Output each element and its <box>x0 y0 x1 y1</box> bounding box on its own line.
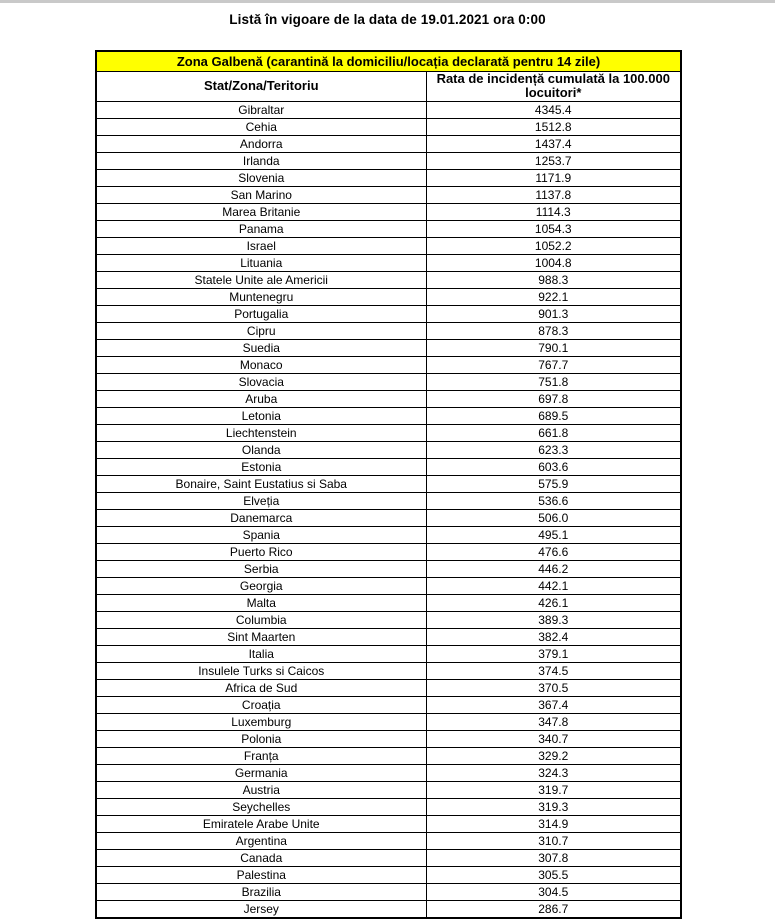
table-row <box>96 407 681 424</box>
country-cell: Brazilia <box>96 883 426 900</box>
table-row <box>96 475 681 492</box>
table-row <box>96 628 681 645</box>
table-row <box>96 288 681 305</box>
table-row <box>96 186 681 203</box>
country-cell: Serbia <box>96 560 426 577</box>
country-cell: Malta <box>96 594 426 611</box>
rate-cell: 382.4 <box>426 628 681 645</box>
rate-cell: 1253.7 <box>426 152 681 169</box>
table-row <box>96 135 681 152</box>
zone-banner-row <box>96 51 681 71</box>
table-row <box>96 526 681 543</box>
rate-cell: 4345.4 <box>426 101 681 118</box>
table-row <box>96 322 681 339</box>
table-row <box>96 254 681 271</box>
rate-cell: 1052.2 <box>426 237 681 254</box>
table-row <box>96 339 681 356</box>
country-cell: Monaco <box>96 356 426 373</box>
table-body <box>96 101 681 918</box>
country-cell: Palestina <box>96 866 426 883</box>
table-row <box>96 543 681 560</box>
rate-cell: 319.3 <box>426 798 681 815</box>
rate-cell: 304.5 <box>426 883 681 900</box>
table-row <box>96 220 681 237</box>
column-header-row <box>96 71 681 101</box>
country-cell: Olanda <box>96 441 426 458</box>
table-row <box>96 169 681 186</box>
table-row <box>96 305 681 322</box>
country-cell: Africa de Sud <box>96 679 426 696</box>
rate-cell: 689.5 <box>426 407 681 424</box>
table-row <box>96 373 681 390</box>
table-row <box>96 696 681 713</box>
table-row <box>96 883 681 900</box>
rate-cell: 389.3 <box>426 611 681 628</box>
zone-banner: Zona Galbenă (carantină la domiciliu/locația declarată pentru 14 zile) <box>96 51 681 71</box>
country-cell: Austria <box>96 781 426 798</box>
rate-cell: 767.7 <box>426 356 681 373</box>
rate-cell: 1137.8 <box>426 186 681 203</box>
country-cell: Slovacia <box>96 373 426 390</box>
rate-cell: 370.5 <box>426 679 681 696</box>
rate-cell: 697.8 <box>426 390 681 407</box>
table-row <box>96 560 681 577</box>
country-cell: Insulele Turks si Caicos <box>96 662 426 679</box>
table-row <box>96 679 681 696</box>
rate-cell: 442.1 <box>426 577 681 594</box>
rate-cell: 878.3 <box>426 322 681 339</box>
rate-cell: 476.6 <box>426 543 681 560</box>
table-row <box>96 594 681 611</box>
table-row <box>96 271 681 288</box>
country-cell: Georgia <box>96 577 426 594</box>
country-cell: Marea Britanie <box>96 203 426 220</box>
table-row <box>96 798 681 815</box>
country-cell: Croația <box>96 696 426 713</box>
table-row <box>96 832 681 849</box>
rate-cell: 988.3 <box>426 271 681 288</box>
rate-cell: 374.5 <box>426 662 681 679</box>
country-cell: Slovenia <box>96 169 426 186</box>
table-row <box>96 730 681 747</box>
table-row <box>96 509 681 526</box>
rate-cell: 1512.8 <box>426 118 681 135</box>
table-row <box>96 662 681 679</box>
rate-cell: 536.6 <box>426 492 681 509</box>
country-cell: Danemarca <box>96 509 426 526</box>
table-row <box>96 203 681 220</box>
rate-cell: 1437.4 <box>426 135 681 152</box>
rate-cell: 901.3 <box>426 305 681 322</box>
rate-cell: 575.9 <box>426 475 681 492</box>
rate-cell: 1004.8 <box>426 254 681 271</box>
country-cell: Emiratele Arabe Unite <box>96 815 426 832</box>
rate-cell: 603.6 <box>426 458 681 475</box>
table-row <box>96 441 681 458</box>
table-row <box>96 237 681 254</box>
rate-cell: 324.3 <box>426 764 681 781</box>
country-cell: Luxemburg <box>96 713 426 730</box>
document-title: Listă în vigoare de la data de 19.01.2021 ora 0:00 <box>229 12 546 27</box>
country-cell: Liechtenstein <box>96 424 426 441</box>
rate-cell: 310.7 <box>426 832 681 849</box>
table-row <box>96 152 681 169</box>
country-cell: Letonia <box>96 407 426 424</box>
rate-cell: 661.8 <box>426 424 681 441</box>
rate-cell: 922.1 <box>426 288 681 305</box>
country-cell: Germania <box>96 764 426 781</box>
table-row <box>96 815 681 832</box>
table-row <box>96 781 681 798</box>
country-cell: Franța <box>96 747 426 764</box>
table-row <box>96 611 681 628</box>
table-row <box>96 390 681 407</box>
country-cell: Panama <box>96 220 426 237</box>
rate-cell: 1054.3 <box>426 220 681 237</box>
country-cell: Israel <box>96 237 426 254</box>
rate-cell: 314.9 <box>426 815 681 832</box>
rate-cell: 307.8 <box>426 849 681 866</box>
table-row <box>96 747 681 764</box>
country-cell: Bonaire, Saint Eustatius si Saba <box>96 475 426 492</box>
table-row <box>96 492 681 509</box>
page-top-edge <box>0 0 775 3</box>
rate-cell: 286.7 <box>426 900 681 918</box>
table-row <box>96 713 681 730</box>
table-row <box>96 458 681 475</box>
column-header-rate: Rata de incidență cumulată la 100.000 locuitori* <box>426 71 681 101</box>
rate-cell: 506.0 <box>426 509 681 526</box>
country-cell: Seychelles <box>96 798 426 815</box>
country-cell: Columbia <box>96 611 426 628</box>
rate-cell: 319.7 <box>426 781 681 798</box>
country-cell: Aruba <box>96 390 426 407</box>
country-cell: Suedia <box>96 339 426 356</box>
rate-cell: 446.2 <box>426 560 681 577</box>
country-cell: Lituania <box>96 254 426 271</box>
rate-cell: 1114.3 <box>426 203 681 220</box>
table-row <box>96 424 681 441</box>
rate-cell: 305.5 <box>426 866 681 883</box>
rate-cell: 426.1 <box>426 594 681 611</box>
country-cell: Portugalia <box>96 305 426 322</box>
country-cell: Irlanda <box>96 152 426 169</box>
country-cell: Estonia <box>96 458 426 475</box>
table-row <box>96 866 681 883</box>
country-cell: Sint Maarten <box>96 628 426 645</box>
yellow-zone-table <box>95 50 682 919</box>
rate-cell: 329.2 <box>426 747 681 764</box>
country-cell: Cipru <box>96 322 426 339</box>
table-row <box>96 900 681 918</box>
country-cell: Canada <box>96 849 426 866</box>
table-row <box>96 645 681 662</box>
country-cell: Italia <box>96 645 426 662</box>
rate-cell: 367.4 <box>426 696 681 713</box>
country-cell: Jersey <box>96 900 426 918</box>
rate-cell: 751.8 <box>426 373 681 390</box>
country-cell: Cehia <box>96 118 426 135</box>
table-row <box>96 764 681 781</box>
rate-cell: 1171.9 <box>426 169 681 186</box>
table-row <box>96 849 681 866</box>
rate-cell: 340.7 <box>426 730 681 747</box>
rate-cell: 790.1 <box>426 339 681 356</box>
country-cell: Muntenegru <box>96 288 426 305</box>
country-cell: Argentina <box>96 832 426 849</box>
country-cell: Andorra <box>96 135 426 152</box>
table-row <box>96 118 681 135</box>
country-cell: Elveția <box>96 492 426 509</box>
column-header-state: Stat/Zona/Teritoriu <box>96 71 426 101</box>
country-cell: Statele Unite ale Americii <box>96 271 426 288</box>
table-row <box>96 101 681 118</box>
country-cell: Puerto Rico <box>96 543 426 560</box>
country-cell: Polonia <box>96 730 426 747</box>
rate-cell: 623.3 <box>426 441 681 458</box>
country-cell: Spania <box>96 526 426 543</box>
rate-cell: 495.1 <box>426 526 681 543</box>
rate-cell: 347.8 <box>426 713 681 730</box>
country-cell: San Marino <box>96 186 426 203</box>
table-row <box>96 577 681 594</box>
table-row <box>96 356 681 373</box>
rate-cell: 379.1 <box>426 645 681 662</box>
country-cell: Gibraltar <box>96 101 426 118</box>
